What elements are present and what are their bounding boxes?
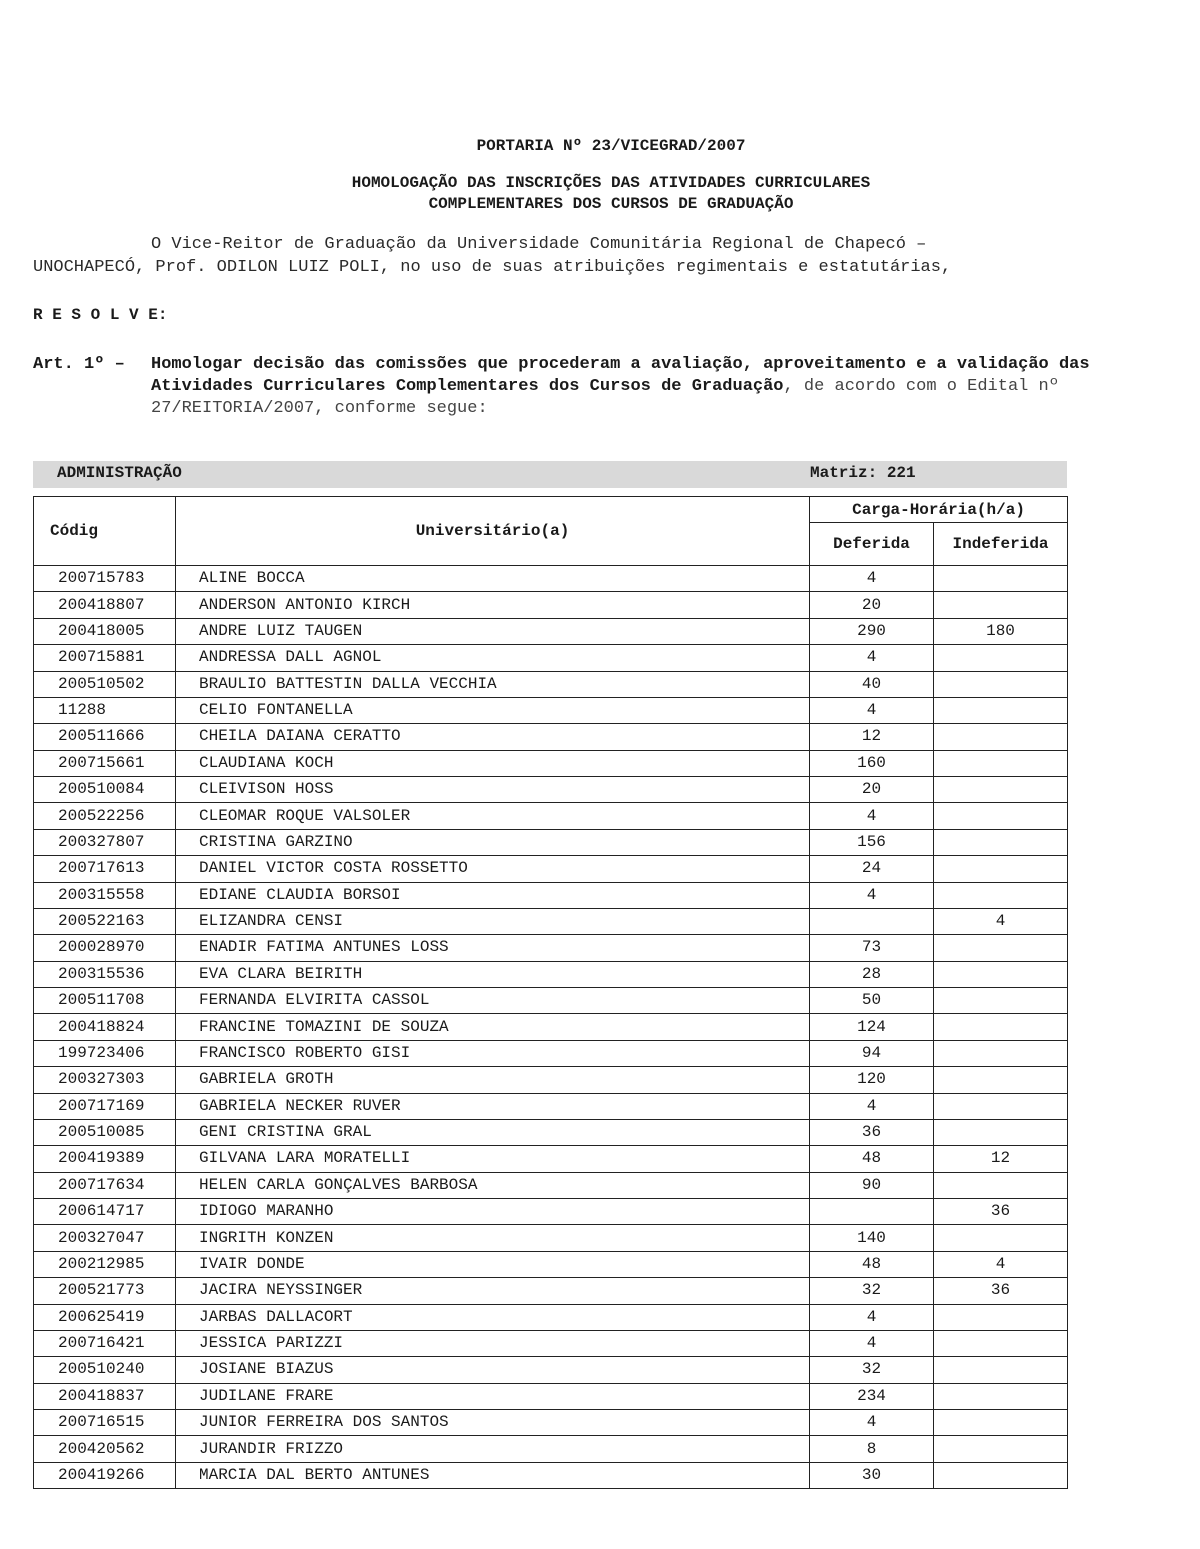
- course-header-bar: [33, 461, 1067, 488]
- intro-paragraph: [33, 233, 1095, 279]
- table-row: [34, 645, 1068, 671]
- intro-line-1: O Vice-Reitor de Graduação da Universidade Comunitária Regional de Chapecó –: [151, 235, 927, 254]
- cell-indeferida: [934, 1014, 1068, 1040]
- header-name: Universitário(a): [176, 497, 810, 566]
- table-row: [34, 961, 1068, 987]
- header-indeferida: Indeferida: [934, 523, 1068, 566]
- cell-indeferida: [934, 1410, 1068, 1436]
- cell-deferida: 4: [810, 1410, 934, 1436]
- cell-name: FRANCISCO ROBERTO GISI: [176, 1040, 810, 1066]
- table-row: [34, 724, 1068, 750]
- cell-indeferida: 180: [934, 618, 1068, 644]
- cell-name: CLEIVISON HOSS: [176, 777, 810, 803]
- cell-deferida: 140: [810, 1225, 934, 1251]
- cell-code: 11288: [34, 697, 176, 723]
- cell-indeferida: [934, 988, 1068, 1014]
- table-row: [34, 697, 1068, 723]
- cell-code: 200716515: [34, 1410, 176, 1436]
- header-carga-horaria: Carga-Horária(h/a): [810, 497, 1068, 523]
- cell-name: JARBAS DALLACORT: [176, 1304, 810, 1330]
- table-row: [34, 592, 1068, 618]
- table-row: [34, 1410, 1068, 1436]
- cell-indeferida: [934, 961, 1068, 987]
- table-row: [34, 803, 1068, 829]
- table-row: [34, 618, 1068, 644]
- cell-name: INGRITH KONZEN: [176, 1225, 810, 1251]
- cell-indeferida: [934, 1462, 1068, 1488]
- table-row: [34, 829, 1068, 855]
- cell-deferida: 4: [810, 645, 934, 671]
- cell-name: CELIO FONTANELLA: [176, 697, 810, 723]
- cell-indeferida: [934, 592, 1068, 618]
- cell-code: 200419389: [34, 1146, 176, 1172]
- students-table: [33, 496, 1068, 1489]
- table-row: [34, 908, 1068, 934]
- document-subtitle: [0, 173, 1200, 215]
- cell-indeferida: [934, 935, 1068, 961]
- cell-indeferida: [934, 697, 1068, 723]
- cell-name: GABRIELA GROTH: [176, 1067, 810, 1093]
- cell-indeferida: [934, 1330, 1068, 1356]
- course-name: ADMINISTRAÇÃO: [57, 464, 182, 482]
- table-row: [34, 1067, 1068, 1093]
- cell-deferida: 160: [810, 750, 934, 776]
- cell-indeferida: [934, 803, 1068, 829]
- cell-name: IVAIR DONDE: [176, 1251, 810, 1277]
- cell-code: 200715661: [34, 750, 176, 776]
- cell-indeferida: [934, 856, 1068, 882]
- cell-name: MARCIA DAL BERTO ANTUNES: [176, 1462, 810, 1488]
- table-row: [34, 1172, 1068, 1198]
- header-deferida: Deferida: [810, 523, 934, 566]
- cell-deferida: 8: [810, 1436, 934, 1462]
- cell-name: DANIEL VICTOR COSTA ROSSETTO: [176, 856, 810, 882]
- cell-code: 200717634: [34, 1172, 176, 1198]
- table-row: [34, 750, 1068, 776]
- cell-code: 200716421: [34, 1330, 176, 1356]
- cell-deferida: 40: [810, 671, 934, 697]
- cell-name: FERNANDA ELVIRITA CASSOL: [176, 988, 810, 1014]
- cell-name: JOSIANE BIAZUS: [176, 1357, 810, 1383]
- cell-name: EVA CLARA BEIRITH: [176, 961, 810, 987]
- cell-code: 200717613: [34, 856, 176, 882]
- cell-deferida: 50: [810, 988, 934, 1014]
- cell-deferida: 48: [810, 1251, 934, 1277]
- cell-indeferida: [934, 1225, 1068, 1251]
- cell-indeferida: 4: [934, 908, 1068, 934]
- cell-code: 200511666: [34, 724, 176, 750]
- cell-deferida: 156: [810, 829, 934, 855]
- cell-name: ELIZANDRA CENSI: [176, 908, 810, 934]
- cell-name: CLEOMAR ROQUE VALSOLER: [176, 803, 810, 829]
- table-row: [34, 1278, 1068, 1304]
- cell-deferida: 48: [810, 1146, 934, 1172]
- table-row: [34, 856, 1068, 882]
- cell-code: 200418837: [34, 1383, 176, 1409]
- table-row: [34, 1383, 1068, 1409]
- cell-deferida: 30: [810, 1462, 934, 1488]
- table-row: [34, 671, 1068, 697]
- cell-code: 200327047: [34, 1225, 176, 1251]
- cell-code: 200315558: [34, 882, 176, 908]
- table-row: [34, 1199, 1068, 1225]
- cell-code: 200522163: [34, 908, 176, 934]
- table-row: [34, 1304, 1068, 1330]
- cell-deferida: 36: [810, 1119, 934, 1145]
- table-row: [34, 882, 1068, 908]
- cell-name: JACIRA NEYSSINGER: [176, 1278, 810, 1304]
- cell-deferida: 20: [810, 777, 934, 803]
- cell-code: 200315536: [34, 961, 176, 987]
- cell-deferida: 24: [810, 856, 934, 882]
- cell-name: HELEN CARLA GONÇALVES BARBOSA: [176, 1172, 810, 1198]
- cell-code: 200418824: [34, 1014, 176, 1040]
- cell-code: 200419266: [34, 1462, 176, 1488]
- cell-code: 200510240: [34, 1357, 176, 1383]
- cell-code: 200420562: [34, 1436, 176, 1462]
- cell-indeferida: [934, 566, 1068, 592]
- table-row: [34, 988, 1068, 1014]
- cell-deferida: 20: [810, 592, 934, 618]
- article-body: [151, 354, 1095, 420]
- cell-indeferida: [934, 1383, 1068, 1409]
- cell-deferida: 12: [810, 724, 934, 750]
- cell-code: 200510502: [34, 671, 176, 697]
- cell-name: CLAUDIANA KOCH: [176, 750, 810, 776]
- cell-name: JURANDIR FRIZZO: [176, 1436, 810, 1462]
- table-row: [34, 1040, 1068, 1066]
- cell-name: ANDERSON ANTONIO KIRCH: [176, 592, 810, 618]
- cell-indeferida: [934, 1067, 1068, 1093]
- cell-indeferida: 36: [934, 1199, 1068, 1225]
- subtitle-line-2: COMPLEMENTARES DOS CURSOS DE GRADUAÇÃO: [428, 195, 794, 213]
- header-code: Códig: [34, 497, 176, 566]
- cell-indeferida: [934, 1304, 1068, 1330]
- cell-indeferida: [934, 645, 1068, 671]
- cell-code: 200521773: [34, 1278, 176, 1304]
- cell-name: ALINE BOCCA: [176, 566, 810, 592]
- table-row: [34, 1251, 1068, 1277]
- cell-deferida: 290: [810, 618, 934, 644]
- table-row: [34, 1093, 1068, 1119]
- cell-name: GILVANA LARA MORATELLI: [176, 1146, 810, 1172]
- cell-code: 200418807: [34, 592, 176, 618]
- cell-code: 200625419: [34, 1304, 176, 1330]
- cell-indeferida: [934, 1093, 1068, 1119]
- article-label: Art. 1º –: [33, 355, 125, 374]
- cell-deferida: 73: [810, 935, 934, 961]
- cell-code: 200028970: [34, 935, 176, 961]
- table-row: [34, 1436, 1068, 1462]
- article-bold-text: Homologar decisão das comissões que procederam a avaliação, aproveitamento e a validação das Atividades Curriculares Complementares dos Cursos de Graduação: [151, 355, 1090, 396]
- cell-deferida: 90: [810, 1172, 934, 1198]
- cell-code: 200715783: [34, 566, 176, 592]
- table-row: [34, 566, 1068, 592]
- cell-deferida: 124: [810, 1014, 934, 1040]
- subtitle-line-1: HOMOLOGAÇÃO DAS INSCRIÇÕES DAS ATIVIDADES CURRICULARES: [351, 174, 871, 192]
- cell-name: ENADIR FATIMA ANTUNES LOSS: [176, 935, 810, 961]
- table-row: [34, 1225, 1068, 1251]
- table-row: [34, 1146, 1068, 1172]
- cell-deferida: 4: [810, 882, 934, 908]
- table-row: [34, 777, 1068, 803]
- cell-code: 200715881: [34, 645, 176, 671]
- table-row: [34, 935, 1068, 961]
- cell-name: JESSICA PARIZZI: [176, 1330, 810, 1356]
- course-matriz: Matriz: 221: [810, 464, 916, 482]
- cell-deferida: 28: [810, 961, 934, 987]
- cell-indeferida: [934, 724, 1068, 750]
- cell-deferida: [810, 908, 934, 934]
- cell-code: 200522256: [34, 803, 176, 829]
- cell-code: 200327303: [34, 1067, 176, 1093]
- table-row: [34, 1462, 1068, 1488]
- cell-indeferida: [934, 777, 1068, 803]
- cell-deferida: 4: [810, 1304, 934, 1330]
- cell-code: 200418005: [34, 618, 176, 644]
- cell-deferida: 4: [810, 1330, 934, 1356]
- cell-indeferida: [934, 671, 1068, 697]
- cell-deferida: 4: [810, 566, 934, 592]
- cell-deferida: 4: [810, 803, 934, 829]
- cell-name: ANDRESSA DALL AGNOL: [176, 645, 810, 671]
- intro-line-2: UNOCHAPECÓ, Prof. ODILON LUIZ POLI, no uso de suas atribuições regimentais e estatutárias,: [33, 258, 952, 277]
- cell-indeferida: [934, 750, 1068, 776]
- cell-name: JUDILANE FRARE: [176, 1383, 810, 1409]
- cell-indeferida: [934, 882, 1068, 908]
- cell-deferida: 32: [810, 1278, 934, 1304]
- cell-code: 200327807: [34, 829, 176, 855]
- cell-name: EDIANE CLAUDIA BORSOI: [176, 882, 810, 908]
- cell-indeferida: [934, 1119, 1068, 1145]
- cell-indeferida: 12: [934, 1146, 1068, 1172]
- cell-code: 199723406: [34, 1040, 176, 1066]
- cell-deferida: 234: [810, 1383, 934, 1409]
- cell-code: 200510085: [34, 1119, 176, 1145]
- cell-code: 200614717: [34, 1199, 176, 1225]
- resolve-heading: R E S O L V E:: [33, 306, 168, 324]
- table-row: [34, 1357, 1068, 1383]
- cell-name: GENI CRISTINA GRAL: [176, 1119, 810, 1145]
- cell-deferida: 4: [810, 697, 934, 723]
- cell-indeferida: [934, 1040, 1068, 1066]
- cell-indeferida: 4: [934, 1251, 1068, 1277]
- cell-indeferida: [934, 1172, 1068, 1198]
- table-row: [34, 1119, 1068, 1145]
- cell-deferida: 4: [810, 1093, 934, 1119]
- cell-name: ANDRE LUIZ TAUGEN: [176, 618, 810, 644]
- cell-indeferida: [934, 1357, 1068, 1383]
- cell-code: 200717169: [34, 1093, 176, 1119]
- cell-deferida: 32: [810, 1357, 934, 1383]
- cell-indeferida: [934, 829, 1068, 855]
- cell-name: JUNIOR FERREIRA DOS SANTOS: [176, 1410, 810, 1436]
- document-title: PORTARIA Nº 23/VICEGRAD/2007: [476, 137, 746, 155]
- table-row: [34, 1330, 1068, 1356]
- cell-code: 200511708: [34, 988, 176, 1014]
- cell-deferida: [810, 1199, 934, 1225]
- cell-deferida: 94: [810, 1040, 934, 1066]
- cell-name: IDIOGO MARANHO: [176, 1199, 810, 1225]
- cell-code: 200212985: [34, 1251, 176, 1277]
- cell-indeferida: 36: [934, 1278, 1068, 1304]
- article-plain-text: , de acordo com o Edital nº 27/REITORIA/2007, conforme segue:: [151, 377, 1059, 418]
- cell-name: GABRIELA NECKER RUVER: [176, 1093, 810, 1119]
- cell-name: FRANCINE TOMAZINI DE SOUZA: [176, 1014, 810, 1040]
- table-row: [34, 1014, 1068, 1040]
- article-1: [33, 354, 1095, 420]
- cell-name: CHEILA DAIANA CERATTO: [176, 724, 810, 750]
- cell-deferida: 120: [810, 1067, 934, 1093]
- cell-code: 200510084: [34, 777, 176, 803]
- cell-indeferida: [934, 1436, 1068, 1462]
- cell-name: BRAULIO BATTESTIN DALLA VECCHIA: [176, 671, 810, 697]
- cell-name: CRISTINA GARZINO: [176, 829, 810, 855]
